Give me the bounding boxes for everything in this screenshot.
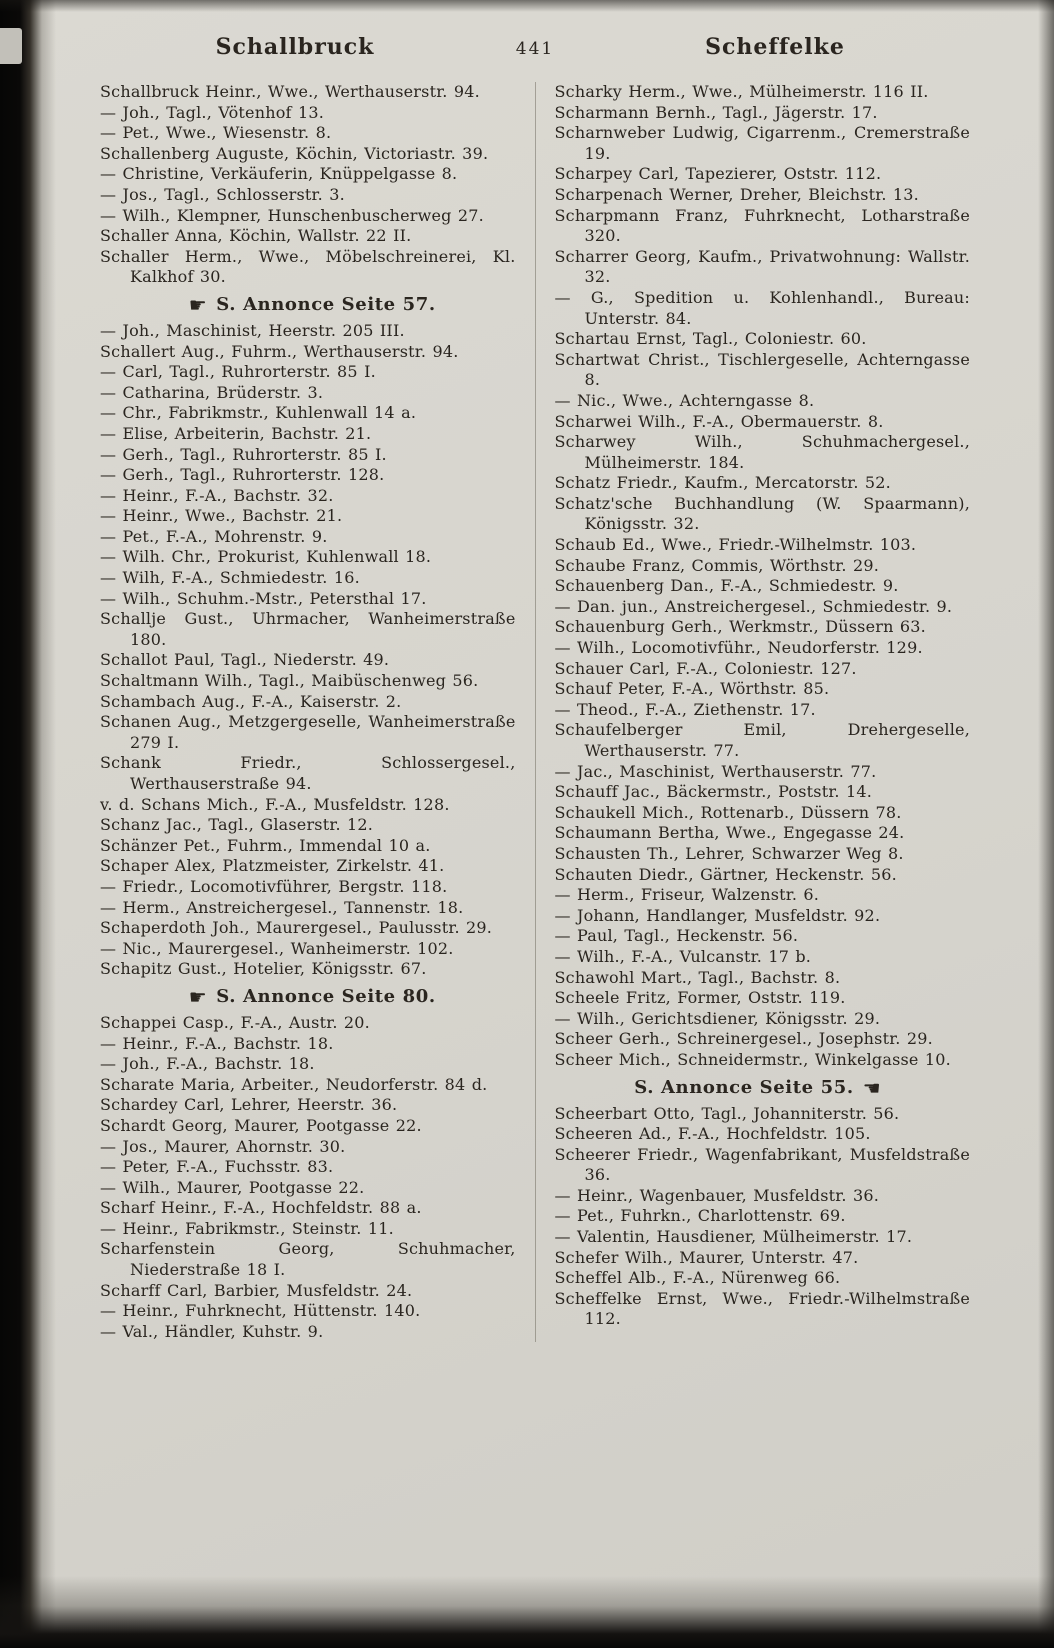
header-keyword-right: Scheffelke bbox=[705, 34, 845, 60]
directory-entry: — Pet., Fuhrkn., Charlottenstr. 69. bbox=[554, 1206, 846, 1226]
annonce-text: S. Annonce Seite 80. bbox=[216, 985, 436, 1007]
directory-entry: Schapitz Gust., Hotelier, Königsstr. 67. bbox=[100, 959, 427, 979]
directory-entry: — Dan. jun., Anstreichergesel., Schmiedestr. 9. bbox=[554, 596, 953, 616]
directory-entry: Scharate Maria, Arbeiter., Neudorferstr. 84 d. bbox=[100, 1074, 488, 1094]
directory-entry: Schaub Ed., Wwe., Friedr.-Wilhelmstr. 103. bbox=[554, 535, 917, 555]
directory-entry: — Nic., Wwe., Achterngasse 8. bbox=[554, 390, 815, 410]
directory-entry: — Gerh., Tagl., Ruhrorterstr. 85 I. bbox=[100, 444, 387, 464]
manicule-right-icon: ☛ bbox=[188, 292, 208, 317]
directory-entry: — Johann, Handlanger, Musfeldstr. 92. bbox=[554, 905, 881, 925]
directory-entry: — Jac., Maschinist, Werthauserstr. 77. bbox=[554, 761, 877, 781]
annonce-text: S. Annonce Seite 55. bbox=[634, 1076, 854, 1098]
directory-entry: Schaller Herm., Wwe., Möbelschreinerei, Kl. Kalkhof 30. bbox=[100, 246, 516, 287]
directory-entry: Scharfenstein Georg, Schuhmacher, Niederstraße 18 I. bbox=[100, 1239, 516, 1280]
directory-entry: Schardey Carl, Lehrer, Heerstr. 36. bbox=[100, 1095, 398, 1115]
directory-entry: — Heinr., Fabrikmstr., Steinstr. 11. bbox=[100, 1218, 394, 1238]
directory-entry: Schatz'sche Buchhandlung (W. Spaarmann), Königsstr. 32. bbox=[554, 493, 970, 534]
directory-entry: — Wilh. Chr., Prokurist, Kuhlenwall 18. bbox=[100, 547, 432, 567]
directory-entry: Schauenberg Dan., F.-A., Schmiedestr. 9. bbox=[554, 576, 899, 596]
directory-entry: Schanen Aug., Metzgergeselle, Wanheimerstraße 279 I. bbox=[100, 712, 516, 752]
directory-entry: — Wilh., Locomotivführ., Neudorferstr. 129. bbox=[554, 638, 923, 658]
annonce-line bbox=[100, 985, 516, 1009]
directory-entry: — Valentin, Hausdiener, Mülheimerstr. 17. bbox=[554, 1227, 913, 1247]
column-divider bbox=[535, 82, 536, 1342]
directory-entry: Scharf Heinr., F.-A., Hochfeldstr. 88 a. bbox=[100, 1198, 422, 1218]
directory-entry: Scharnweber Ludwig, Cigarrenm., Cremerstraße 19. bbox=[554, 123, 970, 163]
directory-entry: Schauer Carl, F.-A., Coloniestr. 127. bbox=[554, 658, 857, 678]
directory-entry: Scharwey Wilh., Schuhmachergesel., Mülheimerstr. 184. bbox=[554, 432, 970, 472]
directory-entry: Scheffel Alb., F.-A., Nürenweg 66. bbox=[554, 1268, 841, 1288]
book-binding-shadow bbox=[0, 0, 56, 1648]
directory-entry: Scheerer Friedr., Wagenfabrikant, Musfeldstraße 36. bbox=[554, 1144, 970, 1185]
directory-entry: Scheerbart Otto, Tagl., Johanniterstr. 56. bbox=[554, 1103, 900, 1123]
directory-entry: Schallenberg Auguste, Köchin, Victoriastr. 39. bbox=[100, 143, 489, 163]
directory-entry: Schaube Franz, Commis, Wörthstr. 29. bbox=[554, 555, 880, 575]
directory-entry: Scheer Mich., Schneidermstr., Winkelgasse 10. bbox=[554, 1049, 951, 1069]
directory-entry: Schatz Friedr., Kaufm., Mercatorstr. 52. bbox=[554, 473, 891, 493]
directory-entry: — Catharina, Brüderstr. 3. bbox=[100, 382, 324, 402]
directory-entry: Schauf Peter, F.-A., Wörthstr. 85. bbox=[554, 679, 830, 699]
directory-entry: — Val., Händler, Kuhstr. 9. bbox=[100, 1321, 324, 1341]
directory-entry: — G., Spedition u. Kohlenhandl., Bureau: Unterstr. 84. bbox=[554, 287, 970, 328]
directory-entry: — Wilh., Klempner, Hunschenbuscherweg 27. bbox=[100, 205, 484, 225]
directory-entry: — Theod., F.-A., Ziethenstr. 17. bbox=[554, 699, 816, 719]
directory-entry: — Heinr., F.-A., Bachstr. 18. bbox=[100, 1033, 334, 1053]
directory-entry: Scharff Carl, Barbier, Musfeldstr. 24. bbox=[100, 1280, 413, 1300]
page-edge-bottom-shadow bbox=[0, 1576, 1054, 1648]
annonce-text: S. Annonce Seite 57. bbox=[216, 293, 436, 315]
directory-entry: Scheer Gerh., Schreinergesel., Josephstr. 29. bbox=[554, 1029, 933, 1049]
directory-entry: — Herm., Anstreichergesel., Tannenstr. 18. bbox=[100, 897, 464, 917]
directory-entry: Schefer Wilh., Maurer, Unterstr. 47. bbox=[554, 1247, 859, 1267]
directory-entry: Scharrer Georg, Kaufm., Privatwohnung: Wallstr. 32. bbox=[554, 246, 970, 287]
directory-entry: Schallbruck Heinr., Wwe., Werthauserstr. 94. bbox=[100, 82, 480, 101]
annonce-line bbox=[100, 293, 516, 317]
directory-entry: — Paul, Tagl., Heckenstr. 56. bbox=[554, 926, 799, 946]
directory-entry: Schaltmann Wilh., Tagl., Maibüschenweg 56. bbox=[100, 671, 479, 691]
directory-entry: Scheffelke Ernst, Wwe., Friedr.-Wilhelmstraße 112. bbox=[554, 1288, 970, 1329]
directory-columns bbox=[100, 82, 970, 1342]
directory-entry: — Wilh., Schuhm.-Mstr., Petersthal 17. bbox=[100, 588, 427, 608]
directory-entry: — Joh., F.-A., Bachstr. 18. bbox=[100, 1054, 315, 1074]
directory-entry: Schartau Ernst, Tagl., Coloniestr. 60. bbox=[554, 329, 867, 349]
directory-entry: Schanz Jac., Tagl., Glaserstr. 12. bbox=[100, 815, 374, 835]
directory-entry: Schausten Th., Lehrer, Schwarzer Weg 8. bbox=[554, 843, 904, 863]
directory-entry: Scheele Fritz, Former, Oststr. 119. bbox=[554, 988, 846, 1008]
directory-entry: Schauten Diedr., Gärtner, Heckenstr. 56. bbox=[554, 864, 897, 884]
directory-entry: Schallert Aug., Fuhrm., Werthauserstr. 94. bbox=[100, 341, 459, 361]
annonce-line bbox=[555, 1076, 971, 1100]
directory-entry: Schaumann Bertha, Wwe., Engegasse 24. bbox=[554, 823, 905, 843]
directory-entry: Schartwat Christ., Tischlergeselle, Achterngasse 8. bbox=[554, 349, 970, 390]
directory-entry: Scharmann Bernh., Tagl., Jägerstr. 17. bbox=[554, 102, 878, 122]
page-number: 441 bbox=[515, 39, 555, 59]
directory-entry: — Pet., F.-A., Mohrenstr. 9. bbox=[100, 526, 328, 546]
page-edge-right-shadow bbox=[1038, 0, 1054, 1648]
directory-entry: — Chr., Fabrikmstr., Kuhlenwall 14 a. bbox=[100, 403, 417, 423]
directory-entry: — Jos., Tagl., Schlosserstr. 3. bbox=[100, 184, 345, 204]
directory-entry: — Wilh., Gerichtsdiener, Königsstr. 29. bbox=[554, 1008, 881, 1028]
running-header bbox=[100, 34, 970, 60]
directory-entry: — Heinr., Fuhrknecht, Hüttenstr. 140. bbox=[100, 1301, 421, 1321]
manicule-right-icon: ☛ bbox=[188, 984, 208, 1009]
directory-entry: — Heinr., F.-A., Bachstr. 32. bbox=[100, 485, 334, 505]
directory-entry: v. d. Schans Mich., F.-A., Musfeldstr. 128. bbox=[100, 794, 450, 814]
directory-entry: — Jos., Maurer, Ahornstr. 30. bbox=[100, 1136, 346, 1156]
directory-entry: Schardt Georg, Maurer, Pootgasse 22. bbox=[100, 1115, 422, 1135]
directory-entry: Schaperdoth Joh., Maurergesel., Paulusstr. 29. bbox=[100, 918, 493, 938]
directory-entry: Schaufelberger Emil, Drehergeselle, Werthauserstr. 77. bbox=[554, 720, 970, 760]
directory-entry: Schappei Casp., F.-A., Austr. 20. bbox=[100, 1012, 370, 1032]
directory-entry: Schawohl Mart., Tagl., Bachstr. 8. bbox=[554, 967, 841, 987]
directory-entry: Schallje Gust., Uhrmacher, Wanheimerstraße 180. bbox=[100, 609, 516, 649]
directory-entry: Schaukell Mich., Rottenarb., Düssern 78. bbox=[554, 802, 902, 822]
directory-entry: — Wilh, F.-A., Schmiedestr. 16. bbox=[100, 568, 360, 588]
header-keyword-left: Schallbruck bbox=[215, 34, 375, 60]
directory-entry: — Peter, F.-A., Fuchsstr. 83. bbox=[100, 1157, 334, 1177]
right-column bbox=[555, 82, 971, 1342]
directory-entry: — Wilh., Maurer, Pootgasse 22. bbox=[100, 1177, 365, 1197]
directory-entry: — Joh., Maschinist, Heerstr. 205 III. bbox=[100, 320, 405, 340]
page-edge-top-shadow bbox=[0, 0, 1054, 12]
directory-entry: — Christine, Verkäuferin, Knüppelgasse 8. bbox=[100, 164, 458, 184]
directory-entry: Schänzer Pet., Fuhrm., Immendal 10 a. bbox=[100, 835, 431, 855]
directory-entry: Scharpenach Werner, Dreher, Bleichstr. 13. bbox=[554, 184, 919, 204]
left-column bbox=[100, 82, 516, 1342]
directory-entry: Scharky Herm., Wwe., Mülheimerstr. 116 II. bbox=[554, 82, 929, 101]
directory-entry: — Herm., Friseur, Walzenstr. 6. bbox=[554, 885, 820, 905]
directory-entry: Schallot Paul, Tagl., Niederstr. 49. bbox=[100, 650, 390, 670]
directory-entry: — Gerh., Tagl., Ruhrorterstr. 128. bbox=[100, 465, 385, 485]
directory-entry: Schaller Anna, Köchin, Wallstr. 22 II. bbox=[100, 226, 412, 246]
directory-entry: Scharwei Wilh., F.-A., Obermauerstr. 8. bbox=[554, 411, 884, 431]
directory-entry: — Heinr., Wwe., Bachstr. 21. bbox=[100, 506, 343, 526]
directory-entry: — Joh., Tagl., Vötenhof 13. bbox=[100, 102, 324, 122]
directory-entry: Scheeren Ad., F.-A., Hochfeldstr. 105. bbox=[554, 1124, 871, 1144]
directory-entry: — Nic., Maurergesel., Wanheimerstr. 102. bbox=[100, 938, 454, 958]
manicule-left-icon: ☚ bbox=[862, 1075, 882, 1100]
page-edge-notch bbox=[0, 28, 22, 64]
directory-entry: — Pet., Wwe., Wiesenstr. 8. bbox=[100, 123, 332, 143]
directory-entry: Schauff Jac., Bäckermstr., Poststr. 14. bbox=[554, 782, 873, 802]
directory-entry: Schaper Alex, Platzmeister, Zirkelstr. 41. bbox=[100, 856, 445, 876]
directory-entry: Schank Friedr., Schlossergesel., Werthauserstraße 94. bbox=[100, 753, 516, 793]
directory-entry: — Wilh., F.-A., Vulcanstr. 17 b. bbox=[554, 946, 812, 966]
directory-entry: Schambach Aug., F.-A., Kaiserstr. 2. bbox=[100, 691, 402, 711]
directory-entry: Schauenburg Gerh., Werkmstr., Düssern 63. bbox=[554, 617, 926, 637]
directory-entry: — Friedr., Locomotivführer, Bergstr. 118. bbox=[100, 876, 448, 896]
directory-entry: Scharpmann Franz, Fuhrknecht, Lotharstraße 320. bbox=[554, 205, 970, 246]
directory-entry: — Elise, Arbeiterin, Bachstr. 21. bbox=[100, 423, 372, 443]
directory-entry: Scharpey Carl, Tapezierer, Oststr. 112. bbox=[554, 164, 882, 184]
directory-entry: — Heinr., Wagenbauer, Musfeldstr. 36. bbox=[554, 1185, 880, 1205]
directory-entry: — Carl, Tagl., Ruhrorterstr. 85 I. bbox=[100, 362, 376, 382]
